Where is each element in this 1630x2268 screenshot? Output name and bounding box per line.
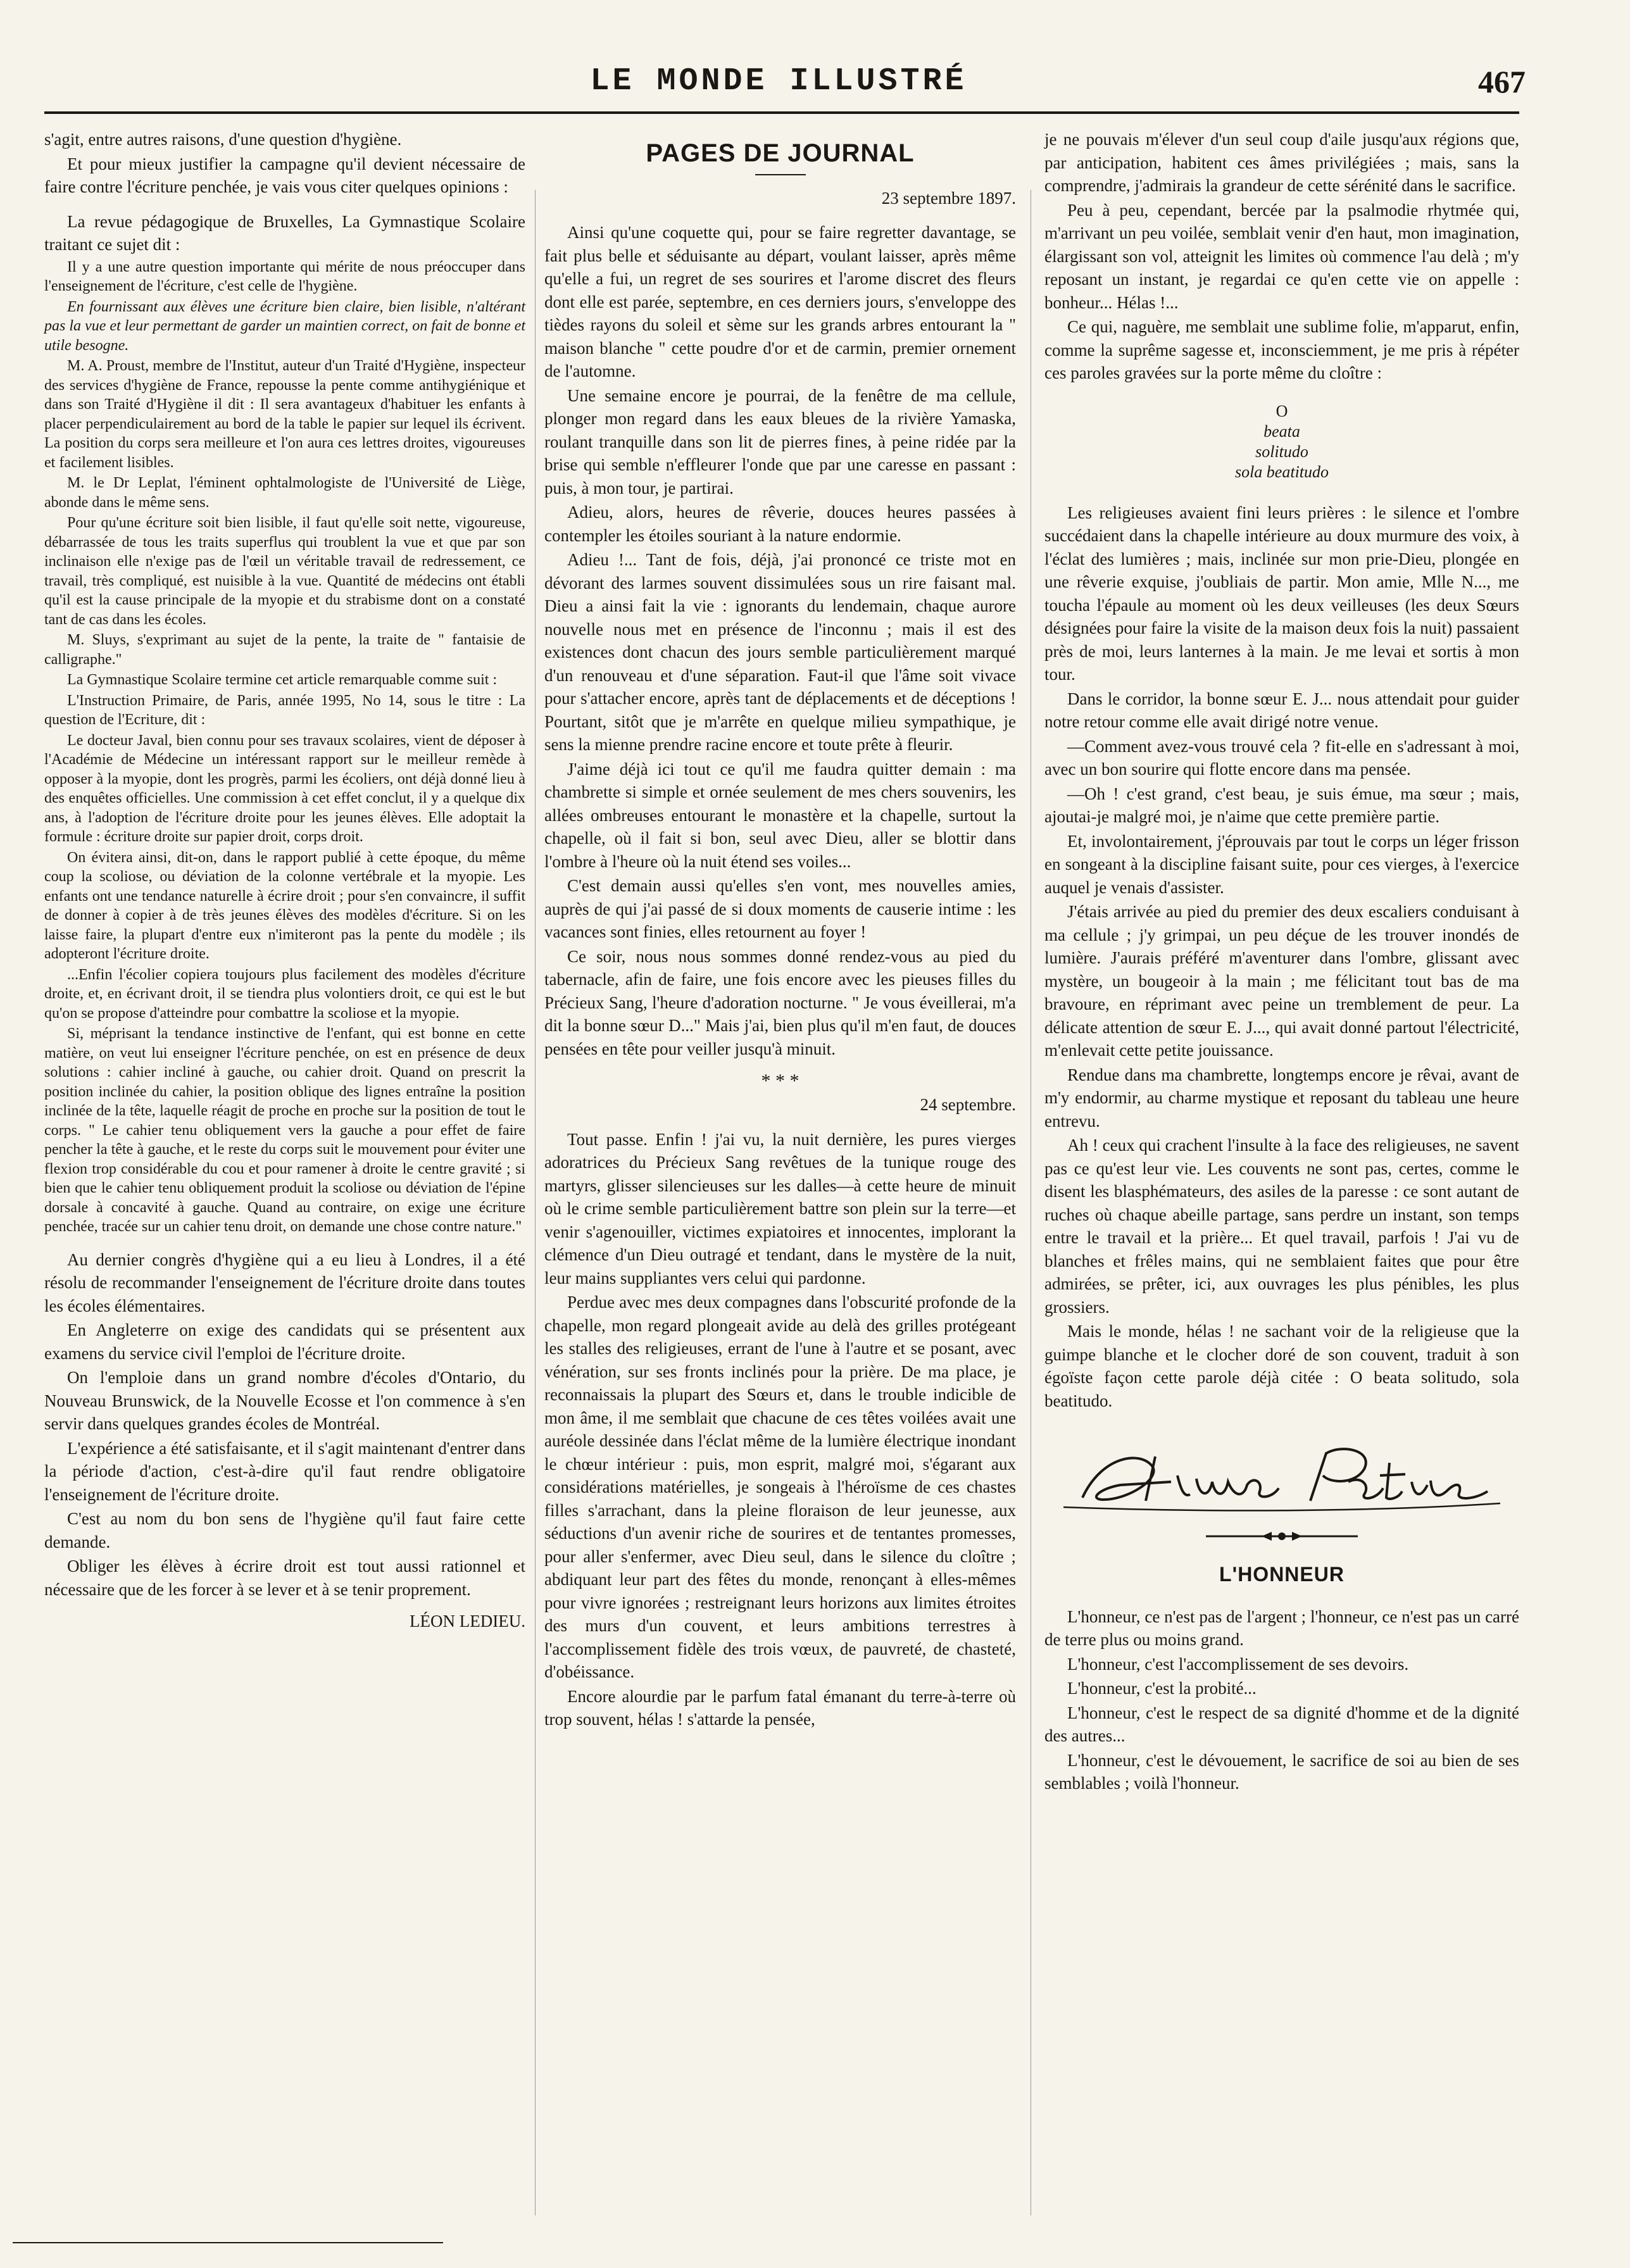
author-signature: LÉON LEDIEU. xyxy=(410,1612,525,1631)
paragraph: Encore alourdie par le parfum fatal émanant du terre-à-terre où trop souvent, hélas ! s'attarde la pensée, xyxy=(544,1686,1016,1729)
bottom-edge-mark xyxy=(0,2241,1630,2245)
paragraph: Au dernier congrès d'hygiène qui a eu lieu à Londres, il a été résolu de recommander l'enseignement de l'écriture droite dans toutes les écoles élémentaires. xyxy=(44,1250,525,1315)
column-3 xyxy=(1044,128,1519,1796)
quote-paragraph: Pour qu'une écriture soit bien lisible, il faut qu'elle soit nette, vigoureuse, débarrassée de tous les traits superflus qui troublent la vue et que par son inclinaison elle n'exige pas de l'œil un véritable travail de redressement, ce travail, très compliqué, est nuisible à la vue. Quantité de médecins ont établi qu'il est la cause principale de la myopie et du strabisme dont on a constaté tant de cas dans les écoles. xyxy=(44,515,525,628)
paragraph: Adieu, alors, heures de rêverie, douces heures passées à contempler les étoiles souriant à la nature endormie. xyxy=(544,503,1016,545)
quote-paragraph: La Gymnastique Scolaire termine cet article remarquable comme suit : xyxy=(67,672,498,688)
signature-graphic xyxy=(1044,1438,1519,1520)
section-title: PAGES DE JOURNAL xyxy=(646,139,915,167)
paragraph: L'honneur, ce n'est pas de l'argent ; l'honneur, ce n'est pas un carré de terre plus ou moins grand. xyxy=(1044,1607,1519,1649)
quote-paragraph: M. Sluys, s'exprimant au sujet de la pente, la traite de " fantaisie de calligraphe." xyxy=(44,632,525,668)
paragraph: C'est demain aussi qu'elles s'en vont, mes nouvelles amies, auprès de qui j'ai passé de si doux moments de causerie intime : les vacances sont finies, elles retournent au foyer ! xyxy=(544,876,1016,941)
journal-title: LE MONDE ILLUSTRÉ xyxy=(590,63,967,99)
header-rule xyxy=(44,111,1519,114)
paragraph: L'honneur, c'est la probité... xyxy=(1067,1679,1257,1698)
paragraph: J'étais arrivée au pied du premier des deux escaliers conduisant à ma cellule ; j'y grimpai, un peu déçue de les trouver inondés de lumière. J'aurais préféré m'aventurer dans l'ombre, glissant avec mystère, un bougeoir à la main ; me félicitant tout bas de ma bravoure, en réprimant avec peine un tremblement de peur. La délicate attention de sœur E. J..., qui avait donné partout l'électricité, m'enlevait cette petite jouissance. xyxy=(1044,902,1519,1060)
paragraph: Perdue avec mes deux compagnes dans l'obscurité profonde de la chapelle, mon regard plongeait avide au delà des grilles protégeant les stalles des religieuses, errant de l'une à l'autre et se posant, avec vénération, sur ses fronts inclinés pour la prière. De ma place, je reconnaissais la plupart des Sœurs et, dans le trouble indicible de mon âme, il me semblait que chacune de ces têtes voilées avait une auréole dessinée dans l'éclat même de la lumière électrique inondant le chœur intérieur : puis, mon esprit, malgré moi, s'égarant aux considérations matérielles, je songeais à l'héroïsme de ces chastes filles s'arrachant, dans la pleine floraison de leur jeunesse, aux séductions d'un avenir riche de sourires et de tentantes promesses, pour aller s'enfermer, avec Dieu seul, dans le silence du cloître ; abdiquant leur part des fêtes du monde, renonçant à elles-mêmes pour vivre ignorées ; restreignant leurs horizons aux limites étroites des murs d'un couvent, et leurs ambitions terrestres à l'accomplissement fidèle des trois vœux, de pauvreté, de chasteté, d'obéissance. xyxy=(544,1293,1016,1681)
paragraph: Obliger les élèves à écrire droit est tout aussi rationnel et nécessaire que de les forcer à se lever et à se tenir proprement. xyxy=(44,1557,525,1599)
paragraph: Peu à peu, cependant, bercée par la psalmodie rhytmée qui, m'arrivant un peu voilée, semblait venir d'en haut, mon imagination, élargissant son vol, atteignit les limites où commence l'au delà ; m'y reposant un instant, je regardai ce qu'en cette vie on appelle : bonheur... Hélas !... xyxy=(1044,200,1519,312)
paragraph: Mais le monde, hélas ! ne sachant voir de la religieuse que la guimpe blanche et le clocher doré de son couvent, traduit à son égoïste façon cette parole déjà citée : O beata solitudo, sola beatitudo. xyxy=(1044,1322,1519,1410)
paragraph: je ne pouvais m'élever d'un seul coup d'aile jusqu'aux régions que, par anticipation, habitent ces âmes privilégiées ; mais, sans la comprendre, j'admirais la grandeur de cette sérénité dans le sacrifice. xyxy=(1044,130,1519,195)
paragraph: Et, involontairement, j'éprouvais par tout le corps un léger frisson en songeant à la discipline faisant suite, pour ces vierges, à l'exercice auquel je venais d'assister. xyxy=(1044,831,1519,897)
section-stars: * * * xyxy=(761,1070,799,1091)
masthead xyxy=(51,63,1526,109)
paragraph: J'aime déjà ici tout ce qu'il me faudra quitter demain : ma chambrette si simple et ornée seulement de mes chers souvenirs, les allées ombreuses entourant le monastère et la chapelle, surtout la chapelle, où il fait si bon, seul avec Dieu, aller se blottir dans l'ombre à l'heure où la nuit étend ses voiles... xyxy=(544,759,1016,871)
paragraph: Une semaine encore je pourrai, de la fenêtre de ma cellule, plonger mon regard dans les eaux bleues de la rivière Yamaska, roulant tranquille dans son lit de pierres fines, à peine ridée par la brise qui semble n'effleurer l'onde que par une caresse en passant : puis, à mon tour, je partirai. xyxy=(544,385,1016,498)
column-1 xyxy=(44,128,525,1634)
verse-line: beata xyxy=(1263,422,1300,441)
verse-line: sola beatitudo xyxy=(1234,462,1329,481)
title-rule xyxy=(755,174,806,175)
paragraph: Les religieuses avaient fini leurs prières : le silence et l'ombre succédaient dans la chapelle intérieure au doux murmure des voix, à l'éclat des lumières ; mais, inclinée sur mon prie-Dieu, plongée en une rêverie exquise, j'oubliais de partir. Mon amie, Mlle N..., me toucha l'épaule au moment où les deux veilleuses (les deux Sœurs désignées pour faire la visite de la maison deux fois la nuit) passaient près de moi, leurs lanternes à la main. Je me levai et sortis à mon tour. xyxy=(1044,503,1519,684)
quote-paragraph: M. A. Proust, membre de l'Institut, auteur d'un Traité d'Hygiène, inspecteur des services d'hygiène de France, repousse la pente comme antihygiénique et dans son Traité d'Hygiène il dit : Il sera avantageux d'habituer les enfants à placer perpendiculairement au bord de la table le papier sur lequel ils écrivent. La position du corps sera meilleure et l'on aura ces lettres droites, vigoureuses et facilement lisibles. xyxy=(44,358,525,471)
quote-paragraph: L'Instruction Primaire, de Paris, année 1995, No 14, sous le titre : La question de l'Ecriture, dit : xyxy=(44,692,525,728)
entry-date: 23 septembre 1897. xyxy=(881,188,1016,208)
page-number: 467 xyxy=(1478,64,1526,99)
quote-paragraph: Il y a une autre question importante qui mérite de nous préoccuper dans l'enseignement de l'écriture, c'est celle de l'hygiène. xyxy=(44,258,525,294)
paragraph: —Comment avez-vous trouvé cela ? fit-elle en s'adressant à moi, avec un bon sourire qui flotte encore dans ma pensée. xyxy=(1044,736,1519,779)
paragraph: Rendue dans ma chambrette, longtemps encore je rêvai, avant de m'y endormir, au charme mystique et reposant du tableau une heure entrevu. xyxy=(1044,1065,1519,1131)
paragraph: L'honneur, c'est l'accomplissement de ses devoirs. xyxy=(1067,1654,1409,1674)
quote-paragraph: ...Enfin l'écolier copiera toujours plus facilement des modèles d'écriture droite, et, en écrivant droit, il se tiendra plus volontiers droit, ce qui est le but qu'on se propose d'atteindre pour combattre la scoliose et la myopie. xyxy=(44,966,525,1022)
quote-paragraph: M. le Dr Leplat, l'éminent ophtalmologiste de l'Université de Liège, abonde dans le même sens. xyxy=(44,475,525,511)
paragraph: Dans le corridor, la bonne sœur E. J... nous attendait pour guider notre retour comme elle avait dirigé notre venue. xyxy=(1044,689,1519,731)
paragraph: Ce soir, nous nous sommes donné rendez-vous au pied du tabernacle, afin de faire, une fois encore avec les pieuses filles du Précieux Sang, l'heure d'adoration nocturne. " Je vous éveillerai, m'a dit la bonne sœur D..." Mais j'ai, bien plus qu'il m'en faut, de douces pensées en tête pour veiller jusqu'à minuit. xyxy=(544,946,1016,1058)
paragraph: —Oh ! c'est grand, c'est beau, je suis émue, ma sœur ; mais, ajoutai-je malgré moi, je n'aime que cette première partie. xyxy=(1044,784,1519,826)
paragraph: L'honneur, c'est le dévouement, le sacrifice de soi au bien de ses semblables ; voilà l'honneur. xyxy=(1044,1750,1519,1793)
paragraph: En Angleterre on exige des candidats qui se présentent aux examens du service civil l'emploi de l'écriture droite. xyxy=(44,1320,525,1363)
paragraph: Ce qui, naguère, me semblait une sublime folie, m'apparut, enfin, comme la suprême sagesse et, inconsciemment, je me pris à répéter ces paroles gravées sur la porte même du cloître : xyxy=(1044,317,1519,382)
paragraph: Et pour mieux justifier la campagne qu'il devient nécessaire de faire contre l'écriture penchée, je vais vous citer quelques opinions : xyxy=(44,154,525,196)
section-title: L'HONNEUR xyxy=(1219,1563,1345,1586)
latin-verse xyxy=(1044,401,1519,482)
verse-line: solitudo xyxy=(1255,442,1308,461)
entry-date: 24 septembre. xyxy=(920,1095,1016,1114)
paragraph: s'agit, entre autres raisons, d'une question d'hygiène. xyxy=(44,130,402,149)
column-divider xyxy=(535,190,536,2215)
verse-line: O xyxy=(1276,401,1288,420)
column-2 xyxy=(544,128,1016,1732)
paragraph: Adieu !... Tant de fois, déjà, j'ai prononcé ce triste mot en dévorant des larmes souvent dissimulées sous un rire faisant mal. Dieu a ainsi fait la vie : ignorants du lendemain, chaque aurore nouvelle nous met en présence de l'inconnu ; mais il est des existences dont chacun des jours semble particulièrement marqué d'un renouveau et d'une séparation. Faut-il que l'âme soit vivace pour s'attacher encore, après tant de déplacements et de déceptions ! Pourtant, sitôt que je m'arrête en quelque milieu sympathique, je sens la mienne prendre racine encore et toute prête à fleurir. xyxy=(544,550,1016,754)
quote-paragraph: Le docteur Javal, bien connu pour ses travaux scolaires, vient de déposer à l'Académie de Médecine un intéressant rapport sur le meilleur remède à opposer à la myopie, dont les progrès, parmi les écoliers, ont déjà donné lieu à des enquêtes officielles. Une commission à cet effet conclut, il y a quelque dix ans, à l'adoption de l'écriture droite pour les jeunes élèves. Elle adoptait la formule : écriture droite sur papier droit, corps droit. xyxy=(44,732,525,845)
paragraph: Ah ! ceux qui crachent l'insulte à la face des religieuses, ne savent pas ce qu'est leur vie. Les couvents ne sont pas, certes, comme le disent les blasphémateurs, des asiles de la paresse : ce sont autant de ruches où chaque abeille partage, sans perdre un instant, son temps entre le travail et la prière... Et quel travail, parfois ! J'ai vu de blanches et frêles mains, qui ne semblaient faites que pour être admirées, se prêter, ici, aux ouvrages les plus pénibles, les plus grossiers. xyxy=(1044,1136,1519,1317)
paragraph: L'expérience a été satisfaisante, et il s'agit maintenant d'entrer dans la période d'action, c'est-à-dire qu'il faut rendre obligatoire l'enseignement de l'écriture droite. xyxy=(44,1438,525,1504)
quote-paragraph: Si, méprisant la tendance instinctive de l'enfant, qui est bonne en cette matière, on veut lui enseigner l'écriture penchée, on est en présence de deux solutions : cahier incliné à gauche, ou cahier droit. Quand on prescrit la position inclinée du cahier, la position oblique des lignes entraîne la position inclinée de la tête, laquelle réagit de proche en proche sur la position de tout le corps. " Le cahier tenu obliquement vers la gauche a pour effet de faire pencher la tête à gauche, et le reste du corps suit le mouvement pour éviter une flexion trop considérable du cou et pour ramener à droite le centre gravité ; si bien que le cahier tenu obliquement produit la scoliose ou déviation de l'épine dorsale à concavité à gauche. Quand au contraire, on exige une écriture penchée, tracée sur un cahier tenu droit, on demande une chose contre nature." xyxy=(44,1025,525,1235)
paragraph: Ainsi qu'une coquette qui, pour se faire regretter davantage, se fait plus belle et séduisante au départ, voulant laisser, après même qu'elle a fui, un regret de ses sourires et l'arome discret des fleurs dont elle est parée, septembre, en ces derniers jours, s'enveloppe des tièdes rayons du soleil et sème sur les grands arbres entourant la " maison blanche " cette poudre d'or et de carmin, premier ornement de l'automne. xyxy=(544,223,1016,380)
paragraph: On l'emploie dans un grand nombre d'écoles d'Ontario, du Nouveau Brunswick, de la Nouvelle Ecosse et l'on commence à s'en servir dans quelques grandes écoles de Montréal. xyxy=(44,1368,525,1433)
ornament-divider xyxy=(1206,1529,1358,1544)
handwritten-signature xyxy=(1044,1438,1519,1520)
quote-paragraph: On évitera ainsi, dit-on, dans le rapport publié à cette époque, du même coup la scoliose, ou déviation de la colonne vertébrale et la myopie. Les enfants ont une tendance naturelle à écrire droit ; pour s'en convaincre, il suffit de donner à copier à de très jeunes élèves des modèles d'écriture. Si on les laisse faire, la plupart d'entre eux n'imiteront pas la pente du modèle ; ils adopteront l'écriture droite. xyxy=(44,849,525,962)
paragraph: C'est au nom du bon sens de l'hygiène qu'il faut faire cette demande. xyxy=(44,1509,525,1551)
paragraph: Tout passe. Enfin ! j'ai vu, la nuit dernière, les pures vierges adoratrices du Précieux Sang revêtues de la tunique rouge des martyrs, glisser silencieuses sur les dalles—à cette heure de minuit où le crime semble particulièrement battre son plein sur la terre—et venir s'agenouiller, victimes expiatoires et innocentes, implorant la clémence d'un Dieu outragé et tendant, dans le mystère de la nuit, leur mains suppliantes vers celui qui pardonne. xyxy=(544,1129,1016,1287)
quote-paragraph: En fournissant aux élèves une écriture bien claire, bien lisible, n'altérant pas la vue et leur permettant de garder un maintien correct, on fait de bonne et utile besogne. xyxy=(44,298,525,354)
paragraph: L'honneur, c'est le respect de sa dignité d'homme et de la dignité des autres... xyxy=(1044,1703,1519,1745)
paragraph: La revue pédagogique de Bruxelles, La Gymnastique Scolaire traitant ce sujet dit : xyxy=(44,211,525,254)
